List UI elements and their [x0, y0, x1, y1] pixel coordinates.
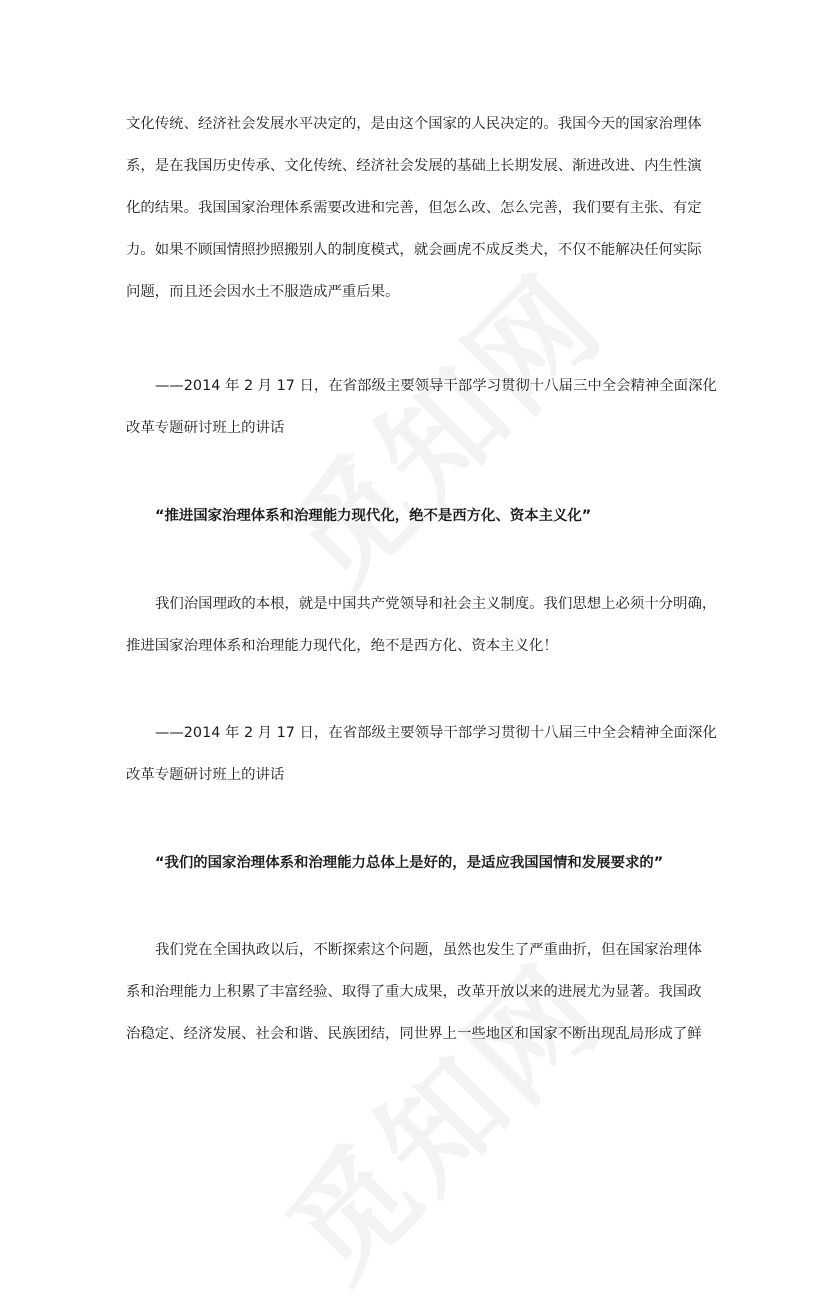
paragraph-3-line: 治稳定、经济发展、社会和谐、民族团结，同世界上一些地区和国家不断出现乱局形成了鲜 [126, 1026, 702, 1042]
watermark-text-bottom [245, 922, 634, 1310]
paragraph-3-line: 系和治理能力上积累了丰富经验、取得了重大成果，改革开放以来的进展尤为显著。我国政 [126, 984, 702, 1000]
paragraph-1-line: 力。如果不顾国情照抄照搬别人的制度模式，就会画虎不成反类犬，不仅不能解决任何实际 [126, 242, 702, 258]
paragraph-1-line: 问题，而且还会因水土不服造成严重后果。 [126, 284, 400, 300]
paragraph-2-line: 我们治国理政的本根，就是中国共产党领导和社会主义制度。我们思想上必须十分明确， [155, 596, 717, 612]
paragraph-1-line: 系，是在我国历史传承、文化传统、经济社会发展的基础上长期发展、渐进改进、内生性演 [126, 158, 702, 174]
paragraph-1-line: 文化传统、经济社会发展水平决定的，是由这个国家的人民决定的。我国今天的国家治理体 [126, 116, 702, 132]
section-heading-1: “推进国家治理体系和治理能力现代化，绝不是西方化、资本主义化” [155, 508, 592, 524]
source-citation-1-line: ——2014 年 2 月 17 日，在省部级主要领导干部学习贯彻十八届三中全会精神全面深化 [155, 378, 717, 394]
source-citation-2-line: 改革专题研讨班上的讲话 [126, 767, 285, 783]
paragraph-1-line: 化的结果。我国国家治理体系需要改进和完善，但怎么改、怎么完善，我们要有主张、有定 [126, 200, 702, 216]
paragraph-2-line: 推进国家治理体系和治理能力现代化，绝不是西方化、资本主义化！ [126, 638, 558, 654]
source-citation-1-line: 改革专题研讨班上的讲话 [126, 420, 285, 436]
source-citation-2-line: ——2014 年 2 月 17 日，在省部级主要领导干部学习贯彻十八届三中全会精神全面深化 [155, 725, 717, 741]
section-heading-2: “我们的国家治理体系和治理能力总体上是好的，是适应我国国情和发展要求的” [155, 855, 664, 871]
paragraph-3-line: 我们党在全国执政以后，不断探索这个问题，虽然也发生了严重曲折，但在国家治理体 [155, 942, 702, 958]
